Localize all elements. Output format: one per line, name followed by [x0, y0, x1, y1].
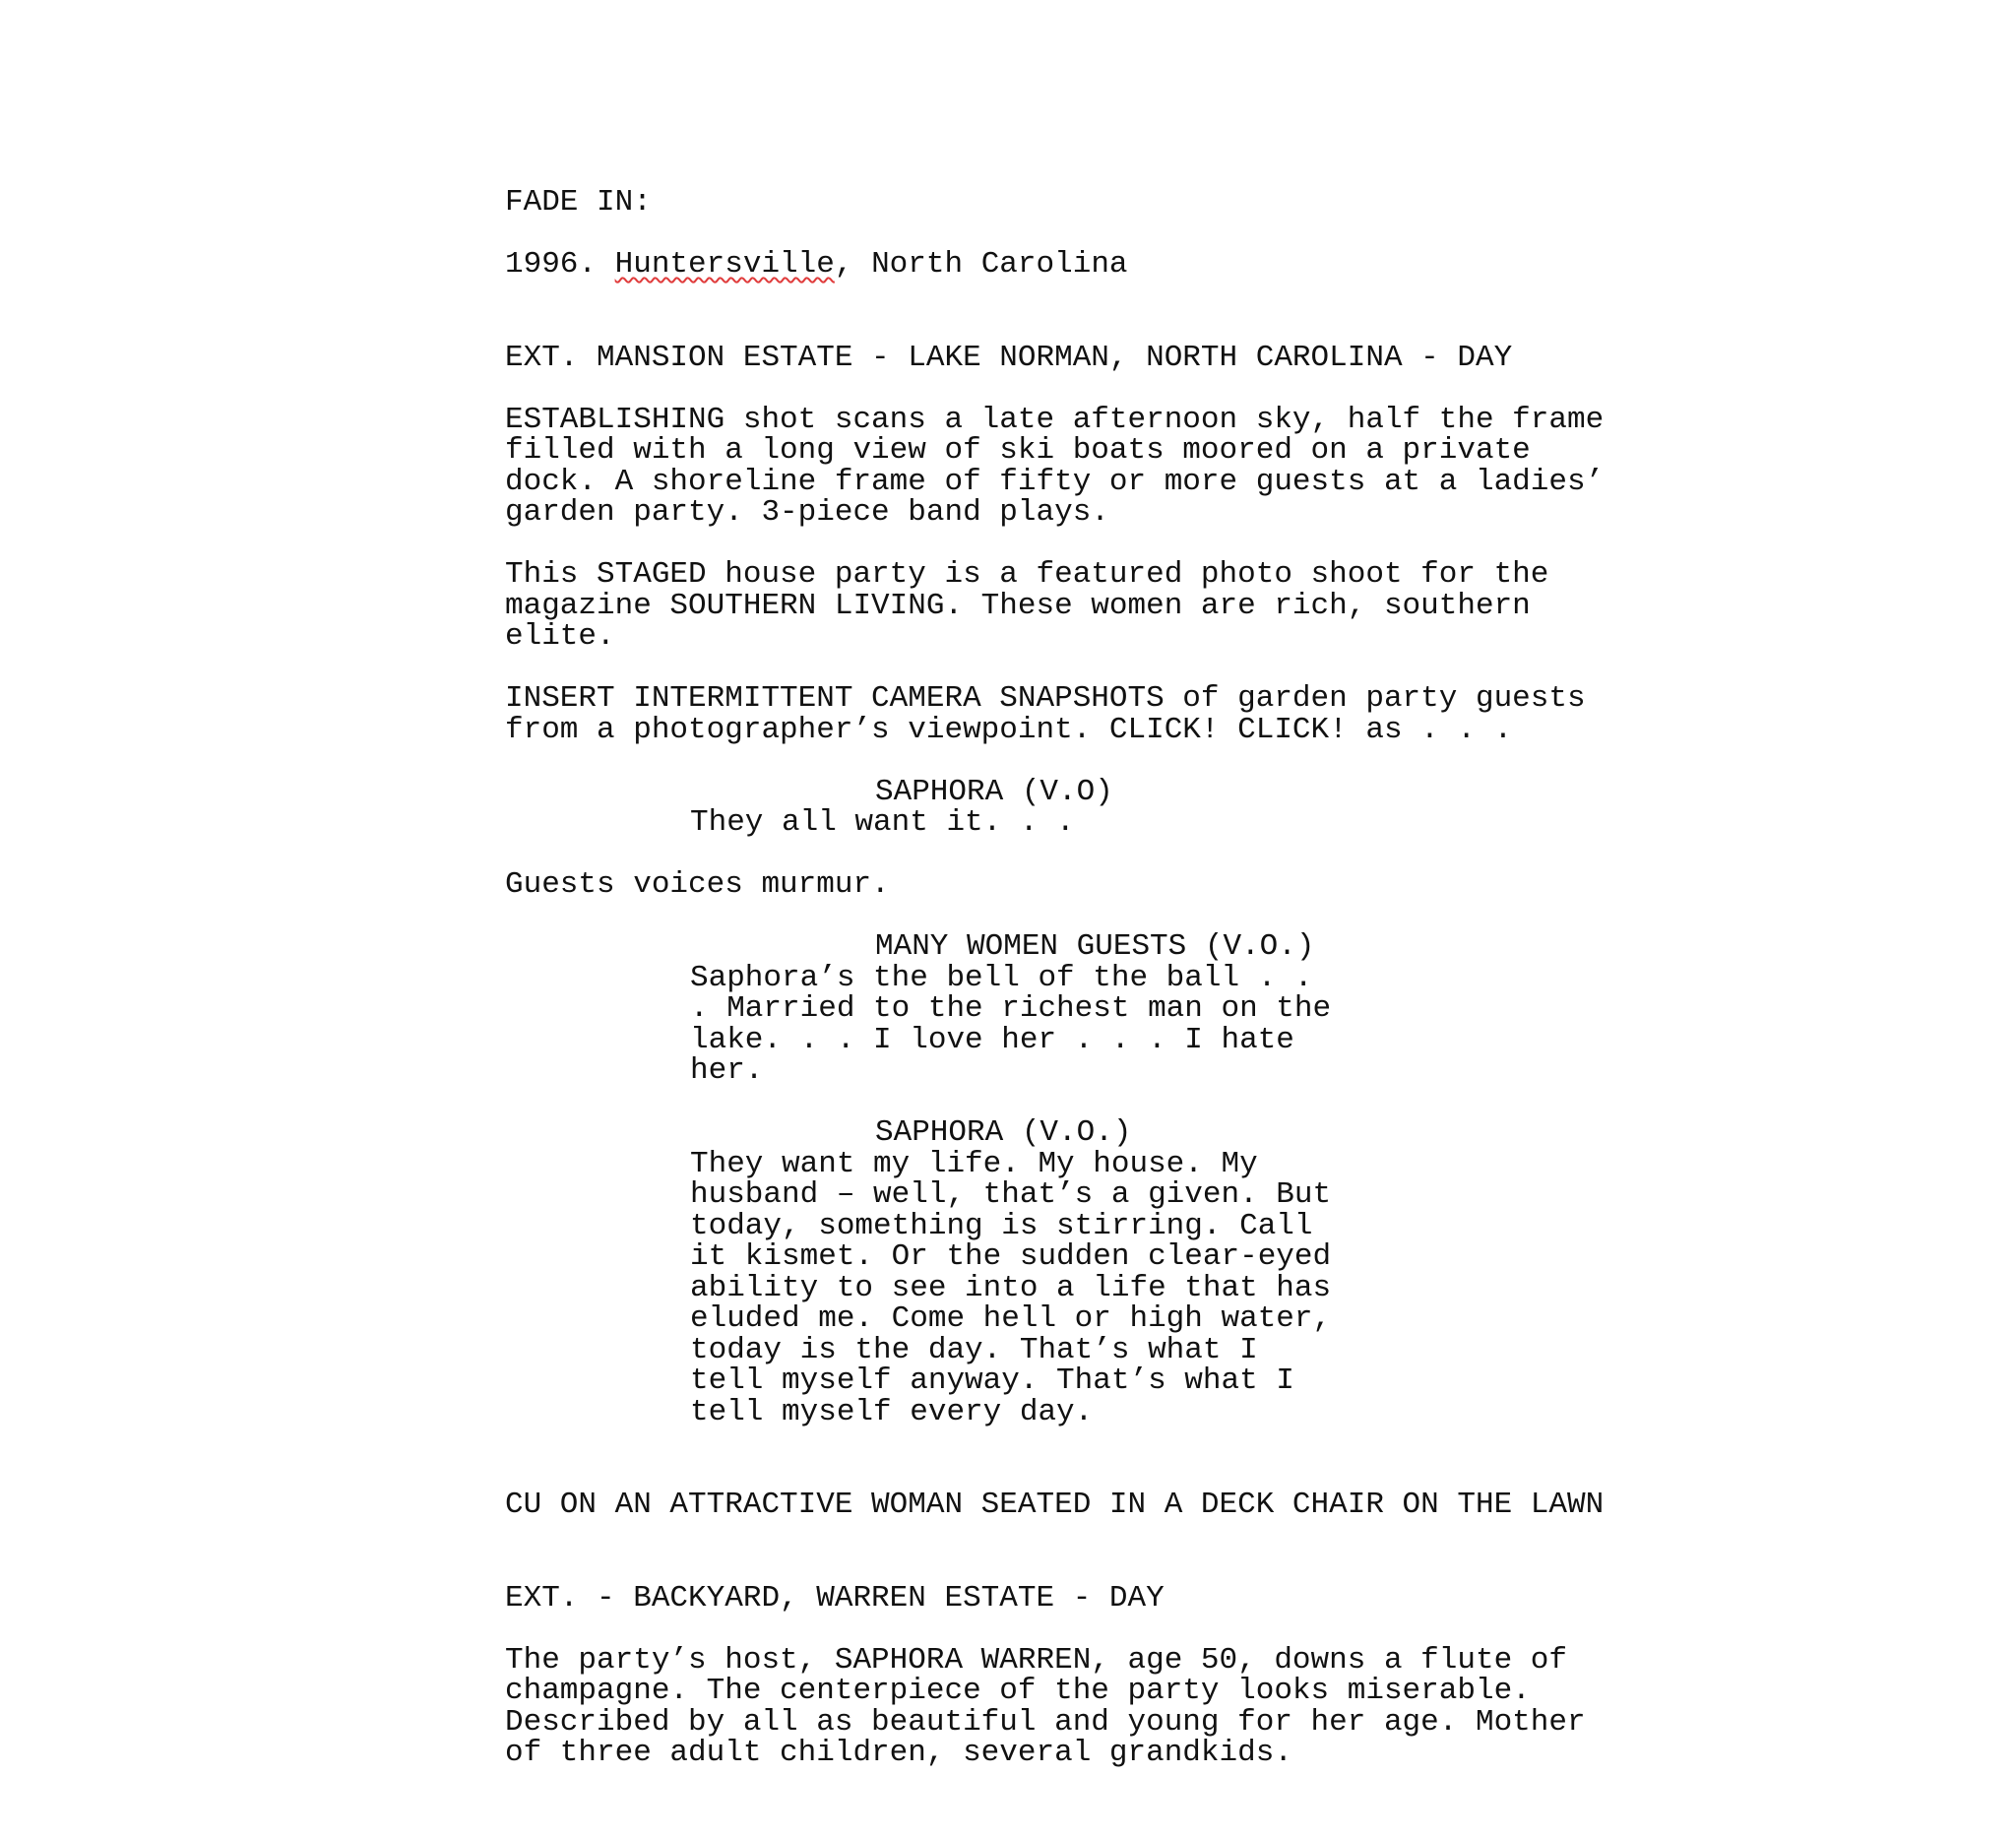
action-line: INSERT INTERMITTENT CAMERA SNAPSHOTS of garden party guests	[505, 681, 1586, 716]
dialogue-line: husband – well, that’s a given. But	[690, 1177, 1332, 1212]
screenplay-body	[505, 187, 1686, 1769]
spacer	[505, 1427, 1686, 1489]
action-establishing-shot	[505, 402, 1686, 530]
dialogue-line: today, something is stirring. Call	[690, 1208, 1313, 1243]
action-line: dock. A shoreline frame of fifty or more guests at a ladies’	[505, 464, 1605, 499]
action-line: champagne. The centerpiece of the party looks miserable.	[505, 1674, 1531, 1708]
dialogue-line: They want my life. My house. My	[690, 1146, 1258, 1181]
action-line: This STAGED house party is a featured photo shoot for the	[505, 557, 1549, 592]
action-line: filled with a long view of ski boats moored on a private	[505, 433, 1531, 468]
transition-fade-in: FADE IN:	[505, 185, 652, 220]
character-cue: SAPHORA (V.O)	[875, 774, 1113, 809]
dialogue-line: tell myself every day.	[690, 1394, 1094, 1429]
spacer	[505, 839, 1686, 870]
spacer	[505, 1521, 1686, 1583]
dialogue-line: ability to see into a life that has	[690, 1270, 1332, 1305]
action-insert-snapshots	[505, 683, 1686, 745]
action-line: Described by all as beautiful and young for her age. Mother	[505, 1704, 1586, 1740]
action-line: elite.	[505, 619, 615, 654]
dialogue-line: today is the day. That’s what I	[690, 1332, 1258, 1367]
title-card-location: , North Carolina	[834, 247, 1128, 282]
spacer	[505, 901, 1686, 932]
action-staged-party	[505, 559, 1686, 653]
spacer	[505, 1087, 1686, 1118]
spacer	[505, 281, 1686, 343]
dialogue-line: lake. . . I love her . . . I hate	[690, 1022, 1294, 1057]
scene-heading-backyard: EXT. - BACKYARD, WARREN ESTATE - DAY	[505, 1580, 1165, 1616]
spacer	[505, 745, 1686, 777]
spacer	[505, 653, 1686, 684]
shot-close-up: CU ON AN ATTRACTIVE WOMAN SEATED IN A DECK CHAIR ON THE LAWN	[505, 1488, 1605, 1522]
spacer	[505, 373, 1686, 405]
action-line: of three adult children, several grandkids.	[505, 1736, 1292, 1770]
spacer	[505, 529, 1686, 560]
dialogue-line: it kismet. Or the sudden clear-eyed	[690, 1239, 1332, 1274]
action-line: magazine SOUTHERN LIVING. These women are rich, southern	[505, 588, 1531, 623]
action-guests-murmur: Guests voices murmur.	[505, 867, 890, 902]
spellcheck-flagged-word[interactable]: Huntersville	[614, 247, 835, 282]
dialogue-block-many-women	[505, 931, 1686, 1087]
title-card	[505, 249, 1686, 281]
action-line: from a photographer’s viewpoint. CLICK! CLICK! as . . .	[505, 712, 1513, 747]
dialogue-line: . Married to the richest man on the	[690, 991, 1332, 1026]
dialogue-block-saphora-1	[505, 774, 1686, 840]
spacer	[505, 219, 1686, 250]
action-line: garden party. 3-piece band plays.	[505, 495, 1109, 530]
spacer	[505, 1614, 1686, 1645]
character-cue: SAPHORA (V.O.)	[875, 1115, 1132, 1150]
dialogue-line: Saphora’s the bell of the ball . .	[690, 960, 1313, 995]
dialogue-line: They all want it. . .	[690, 805, 1075, 840]
scene-heading-mansion-estate: EXT. MANSION ESTATE - LAKE NORMAN, NORTH CAROLINA - DAY	[505, 340, 1513, 375]
dialogue-line: her.	[690, 1053, 764, 1088]
character-cue: MANY WOMEN GUESTS (V.O.)	[875, 929, 1315, 964]
dialogue-block-saphora-2	[505, 1117, 1686, 1427]
title-card-year: 1996.	[505, 247, 598, 282]
dialogue-line: eluded me. Come hell or high water,	[690, 1301, 1332, 1336]
action-line: The party’s host, SAPHORA WARREN, age 50, downs a flute of	[505, 1642, 1567, 1678]
action-line: ESTABLISHING shot scans a late afternoon sky, half the frame	[505, 402, 1605, 437]
action-party-host	[505, 1642, 1686, 1770]
dialogue-line: tell myself anyway. That’s what I	[690, 1363, 1294, 1398]
